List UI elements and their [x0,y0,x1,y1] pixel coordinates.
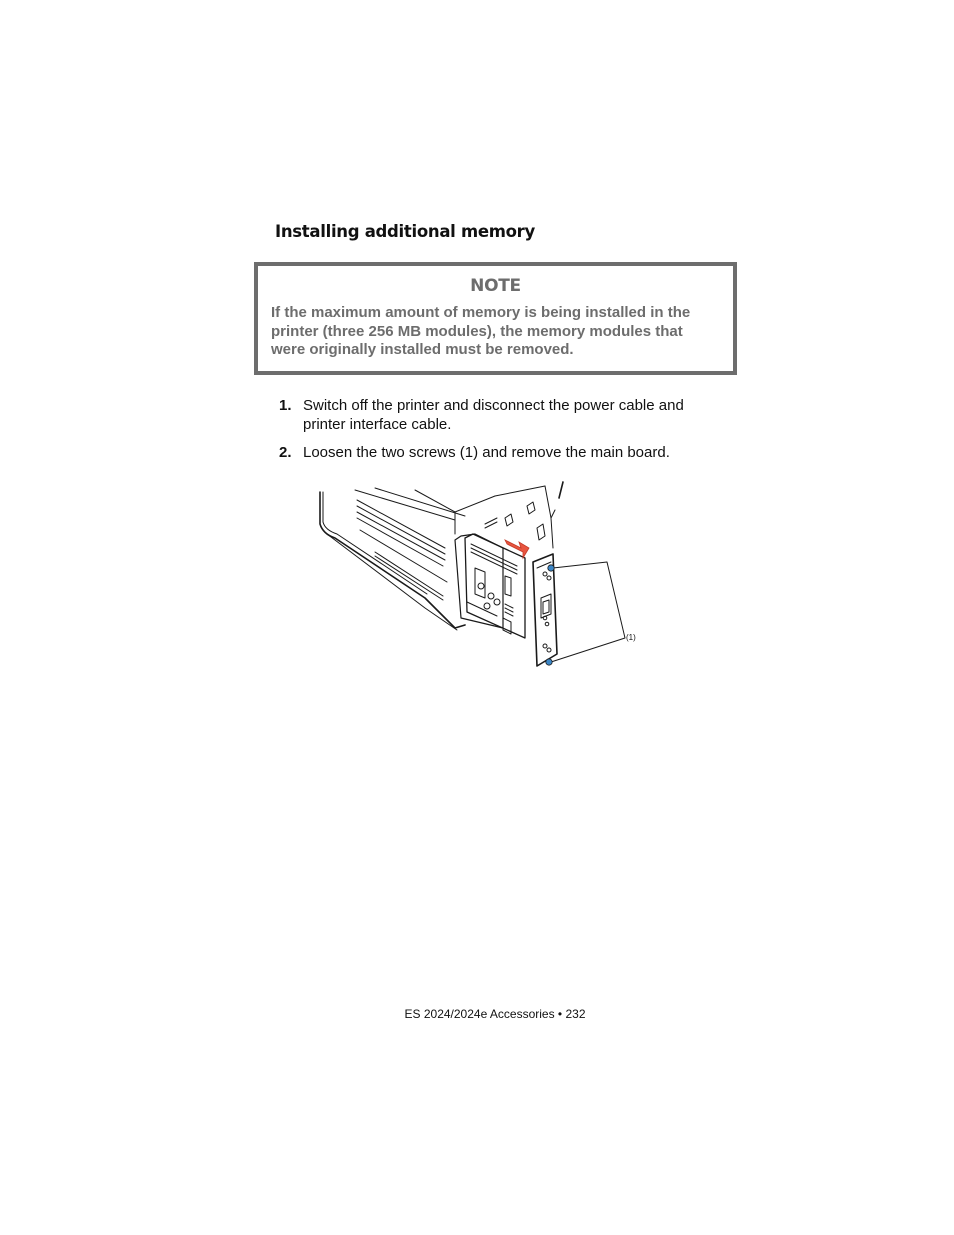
screw-bottom-icon [546,659,552,665]
screw-callout-label: (1) [626,633,636,642]
note-body: If the maximum amount of memory is being installed in the printer (three 256 MB modules), the memory modules that were originally installed must be removed. [271,304,691,358]
step-item [279,443,719,462]
note-box [254,262,737,375]
screw-top-icon [548,565,554,571]
printer-line-drawing [315,478,645,674]
step-number: 2. [279,444,292,461]
step-number: 1. [279,397,292,414]
section-title: Installing additional memory [275,222,535,241]
note-heading: NOTE [470,276,521,296]
pull-direction-arrow [505,540,529,558]
page-footer: ES 2024/2024e Accessories • 232 [404,1007,586,1021]
step-item [279,396,719,434]
printer-main-board-illustration [315,478,645,674]
step-list [279,396,719,471]
step-text: Switch off the printer and disconnect the power cable and printer interface cable. [303,397,684,433]
step-text: Loosen the two screws (1) and remove the main board. [303,444,670,461]
